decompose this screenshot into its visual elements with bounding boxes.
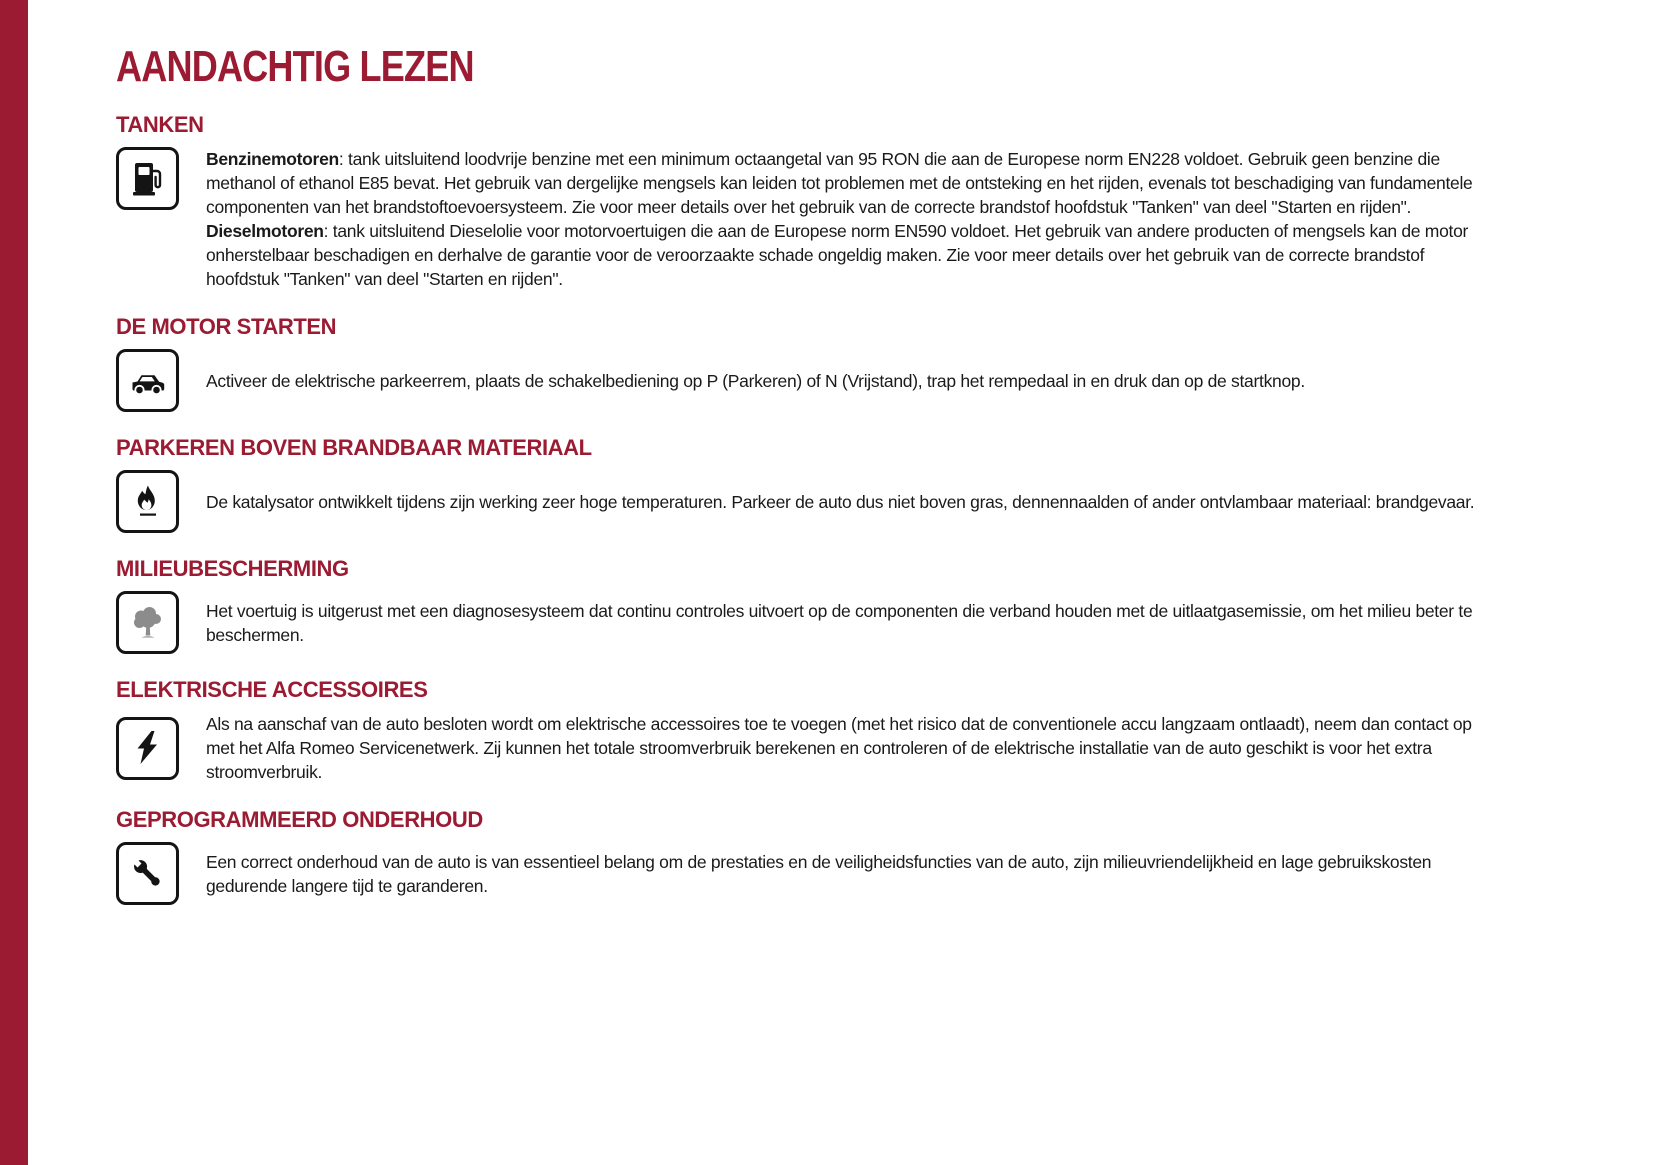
section-elektrische-accessoires [116,677,1485,784]
section-row [116,591,1485,654]
paragraph [206,147,1485,219]
section-text [206,850,1485,898]
section-heading: MILIEUBESCHERMING [116,556,349,581]
fuel-pump-icon [116,147,179,210]
section-parkeren-boven-brandbaar-materiaal [116,435,1485,533]
section-text [206,490,1485,514]
paragraph [206,490,1485,514]
paragraph [206,599,1485,647]
paragraph [206,850,1485,898]
paragraph-lead: Dieselmotoren [206,221,324,241]
tree-icon [116,591,179,654]
section-tanken [116,112,1485,291]
section-milieubescherming [116,556,1485,654]
wrench-icon [116,842,179,905]
section-text [206,369,1485,393]
section-de-motor-starten [116,314,1485,412]
paragraph-text: : tank uitsluitend loodvrije benzine met een minimum octaangetal van 95 RON die aan de Europese norm EN228 voldoet. Gebruik geen benzine die methanol of ethanol E85 bevat. Het gebruik van dergelijke mengsels kan leiden tot problemen met de ontsteking en het rijden, evenals tot beschadiging van fundamentele componenten van het brandstoftoevoersysteem. Zie voor meer details over het gebruik van de correcte brandstof hoofdstuk "Tanken" van deel "Starten en rijden". [206,149,1473,217]
paragraph-text: De katalysator ontwikkelt tijdens zijn werking zeer hoge temperaturen. Parkeer de auto dus niet boven gras, dennennaalden of ander ontvlambaar materiaal: brandgevaar. [206,491,1475,512]
flame-icon [116,470,179,533]
section-heading: TANKEN [116,112,204,137]
section-heading: ELEKTRISCHE ACCESSOIRES [116,677,428,702]
section-row [116,842,1485,905]
page-edge-band [0,0,28,1165]
paragraph-lead: Benzinemotoren [206,149,339,169]
paragraph-text: Als na aanschaf van de auto besloten wordt om elektrische accessoires toe te voegen (met het risico dat de conventionele accu langzaam ontlaadt), neem dan contact op met het Alfa Romeo Servicenetwerk. Zij kunnen het totale stroomverbruik berekenen en controleren of de elektrische installatie van de auto geschikt is voor het extra stroomverbruik. [206,714,1472,782]
paragraph-text: : tank uitsluitend Dieselolie voor motorvoertuigen die aan de Europese norm EN590 voldoet. Het gebruik van andere producten of mengsels kan de motor onherstelbaar beschadigen en derhalve de garantie voor de veroorzaakte schade ongeldig maken. Zie voor meer details over het gebruik van de correcte brandstof hoofdstuk "Tanken" van deel "Starten en rijden". [206,221,1469,289]
paragraph [206,712,1485,784]
paragraph [206,369,1485,393]
section-heading: DE MOTOR STARTEN [116,314,337,339]
page-title: AANDACHTIG LEZEN [116,42,474,91]
paragraph-text: Een correct onderhoud van de auto is van essentieel belang om de prestaties en de veiligheidsfuncties van de auto, zijn milieuvriendelijkheid en lage gebruikskosten gedurende langere tijd te garanderen. [206,851,1432,896]
section-heading: GEPROGRAMMEERD ONDERHOUD [116,807,483,832]
section-row [116,147,1485,291]
paragraph-text: Activeer de elektrische parkeerrem, plaats de schakelbediening op P (Parkeren) of N (Vrijstand), trap het rempedaal in en druk dan op de startknop. [206,370,1305,391]
paragraph [206,219,1485,291]
section-text [206,147,1485,291]
section-row [116,470,1485,533]
section-heading: PARKEREN BOVEN BRANDBAAR MATERIAAL [116,435,592,460]
section-row [116,349,1485,412]
car-icon [116,349,179,412]
section-geprogrammeerd-onderhoud [116,807,1485,905]
paragraph-text: Het voertuig is uitgerust met een diagnosesysteem dat continu controles uitvoert op de componenten die verband houden met de uitlaatgasemissie, om het milieu beter te beschermen. [206,600,1473,645]
section-row [116,712,1485,784]
section-text [206,712,1485,784]
lightning-icon [116,717,179,780]
section-text [206,599,1485,647]
